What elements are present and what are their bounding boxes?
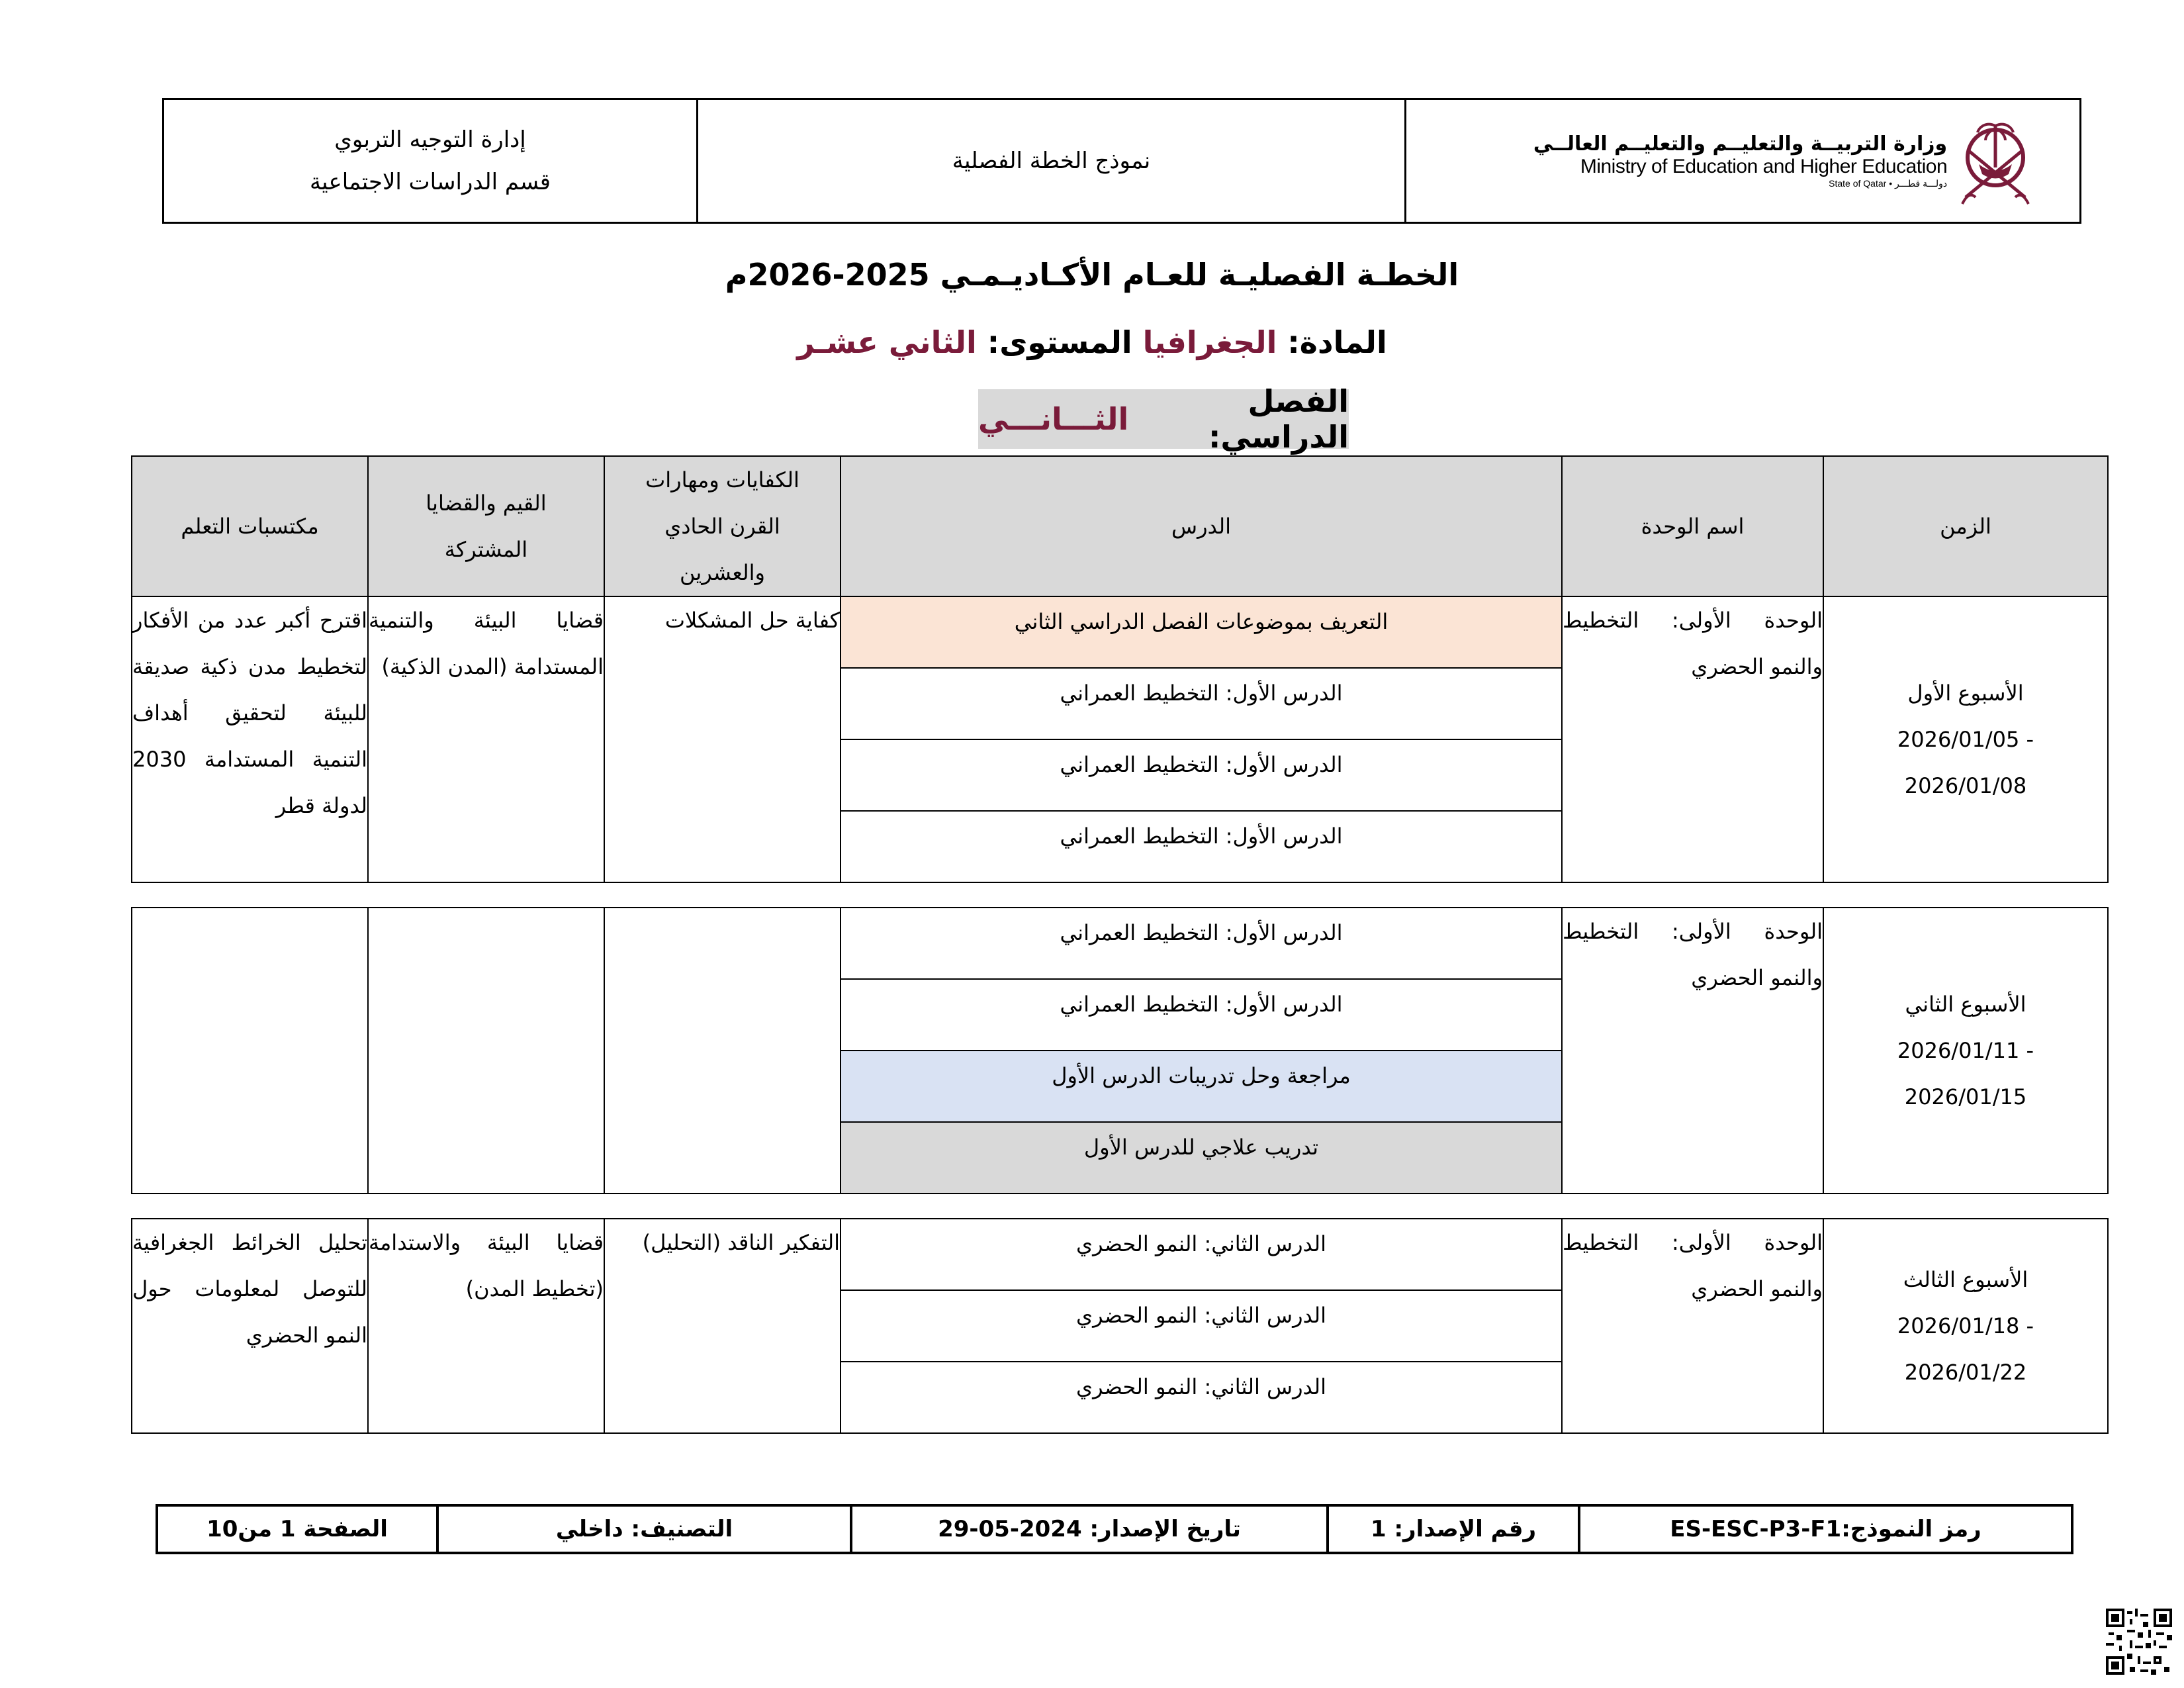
values-cell: قضايا البيئة والاستدامة (تخطيط المدن) <box>368 1219 604 1433</box>
week-cell <box>1823 908 2108 1194</box>
lesson-cell: الدرس الأول: التخطيط العمراني <box>841 739 1562 811</box>
form-code: رمز النموذج:ES-ESC-P3-F1 <box>1578 1507 2071 1552</box>
plan-table-week-2 <box>131 907 2109 1194</box>
lesson-cell: التعريف بموضوعات الفصل الدراسي الثاني <box>841 596 1562 668</box>
header-lesson: الدرس <box>841 456 1562 596</box>
term-value: الثـــانـــي <box>978 401 1129 437</box>
lesson-cell: الدرس الثاني: النمو الحضري <box>841 1290 1562 1362</box>
header-time: الزمن <box>1823 456 2108 596</box>
state-of-qatar: State of Qatar • دولـــة قطـــر <box>1829 178 1948 189</box>
outcomes-cell <box>132 908 368 1194</box>
issue-date: تاريخ الإصدار: 2024-05-29 <box>850 1507 1326 1552</box>
level-value: الثاني عشـر <box>797 324 977 360</box>
week-cell <box>1823 596 2108 882</box>
outcomes-cell: تحليل الخرائط الجغرافية للتوصل لمعلومات حول النمو الحضري <box>132 1219 368 1433</box>
subject-value: الجغرافيا <box>1142 324 1277 360</box>
document-header <box>162 98 2081 224</box>
document-footer <box>156 1504 2073 1554</box>
lesson-cell: الدرس الثاني: النمو الحضري <box>841 1219 1562 1290</box>
form-title: نموذج الخطة الفصلية <box>952 148 1151 174</box>
subject-label: المادة: <box>1277 324 1387 360</box>
week-cell <box>1823 1219 2108 1433</box>
week-label: الأسبوع الأول <box>1907 680 2024 706</box>
week-date-start: 2026/01/11 - <box>1897 1038 2034 1063</box>
header-competencies: الكفايات ومهارات القرن الحادي والعشرين <box>604 456 841 596</box>
classification: التصنيف: داخلي <box>436 1507 850 1552</box>
ministry-name-ar: وزارة التربيــة والتعليــم والتعليــم العالــي <box>1533 132 1948 156</box>
subject-level-line <box>0 324 2184 360</box>
table-header-row <box>132 456 2108 596</box>
qr-code-icon <box>2106 1609 2172 1675</box>
plan-title: الخطـة الفصليـة للعـام الأكـاديـمـي 2025-2026م <box>725 257 1459 293</box>
department-cell <box>164 100 696 222</box>
unit-cell: الوحدة الأولى: التخطيط والنمو الحضري <box>1562 908 1823 1194</box>
week-date-end: 2026/01/15 <box>1904 1084 2027 1109</box>
page-number: الصفحة 1 من10 <box>206 1516 388 1542</box>
competencies-cell: التفكير الناقد (التحليل) <box>604 1219 841 1433</box>
department-name: إدارة التوجيه التربوي <box>334 126 526 153</box>
unit-cell: الوحدة الأولى: التخطيط والنمو الحضري <box>1562 1219 1823 1433</box>
competencies-cell <box>604 908 841 1194</box>
plan-table-week-3 <box>131 1218 2109 1434</box>
level-label: المستوى: <box>976 324 1143 360</box>
lesson-cell: الدرس الأول: التخطيط العمراني <box>841 811 1562 882</box>
ministry-logo-cell <box>1404 100 2079 222</box>
plan-table-week-1 <box>131 455 2109 883</box>
term-line <box>978 383 1349 455</box>
values-cell: قضايا البيئة والتنمية المستدامة (المدن الذكية) <box>368 596 604 882</box>
version-number: رقم الإصدار: 1 <box>1326 1507 1578 1552</box>
week-date-end: 2026/01/22 <box>1904 1360 2027 1385</box>
ministry-name-en: Ministry of Education and Higher Education <box>1580 156 1948 177</box>
header-values: القيم والقضايا المشتركة <box>368 456 604 596</box>
competencies-cell: كفاية حل المشكلات <box>604 596 841 882</box>
week-date-end: 2026/01/08 <box>1904 773 2027 798</box>
lesson-cell: الدرس الأول: التخطيط العمراني <box>841 668 1562 739</box>
week-date-start: 2026/01/18 - <box>1897 1313 2034 1338</box>
table-row <box>132 908 2108 979</box>
lesson-cell: مراجعة وحل تدريبات الدرس الأول <box>841 1051 1562 1122</box>
week-date-start: 2026/01/05 - <box>1897 727 2034 752</box>
header-unit: اسم الوحدة <box>1562 456 1823 596</box>
section-name: قسم الدراسات الاجتماعية <box>309 169 551 195</box>
qatar-emblem-icon <box>1959 111 2032 211</box>
unit-cell: الوحدة الأولى: التخطيط والنمو الحضري <box>1562 596 1823 882</box>
week-label: الأسبوع الثاني <box>1905 992 2026 1017</box>
values-cell <box>368 908 604 1194</box>
week-label: الأسبوع الثالث <box>1903 1267 2028 1292</box>
form-title-cell <box>696 100 1404 222</box>
header-outcomes: مكتسبات التعلم <box>132 456 368 596</box>
lesson-cell: الدرس الأول: التخطيط العمراني <box>841 908 1562 979</box>
table-row <box>132 596 2108 668</box>
lesson-cell: الدرس الأول: التخطيط العمراني <box>841 979 1562 1051</box>
table-row <box>132 1219 2108 1290</box>
term-label: الفصل الدراسي: <box>1208 383 1349 455</box>
lesson-cell: الدرس الثاني: النمو الحضري <box>841 1362 1562 1433</box>
outcomes-cell: اقترح أكبر عدد من الأفكار لتخطيط مدن ذكية صديقة للبيئة لتحقيق أهداف التنمية المستدامة 2030 لدولة قطر <box>132 596 368 882</box>
ministry-logo <box>1533 111 2032 211</box>
lesson-cell: تدريب علاجي للدرس الأول <box>841 1122 1562 1194</box>
